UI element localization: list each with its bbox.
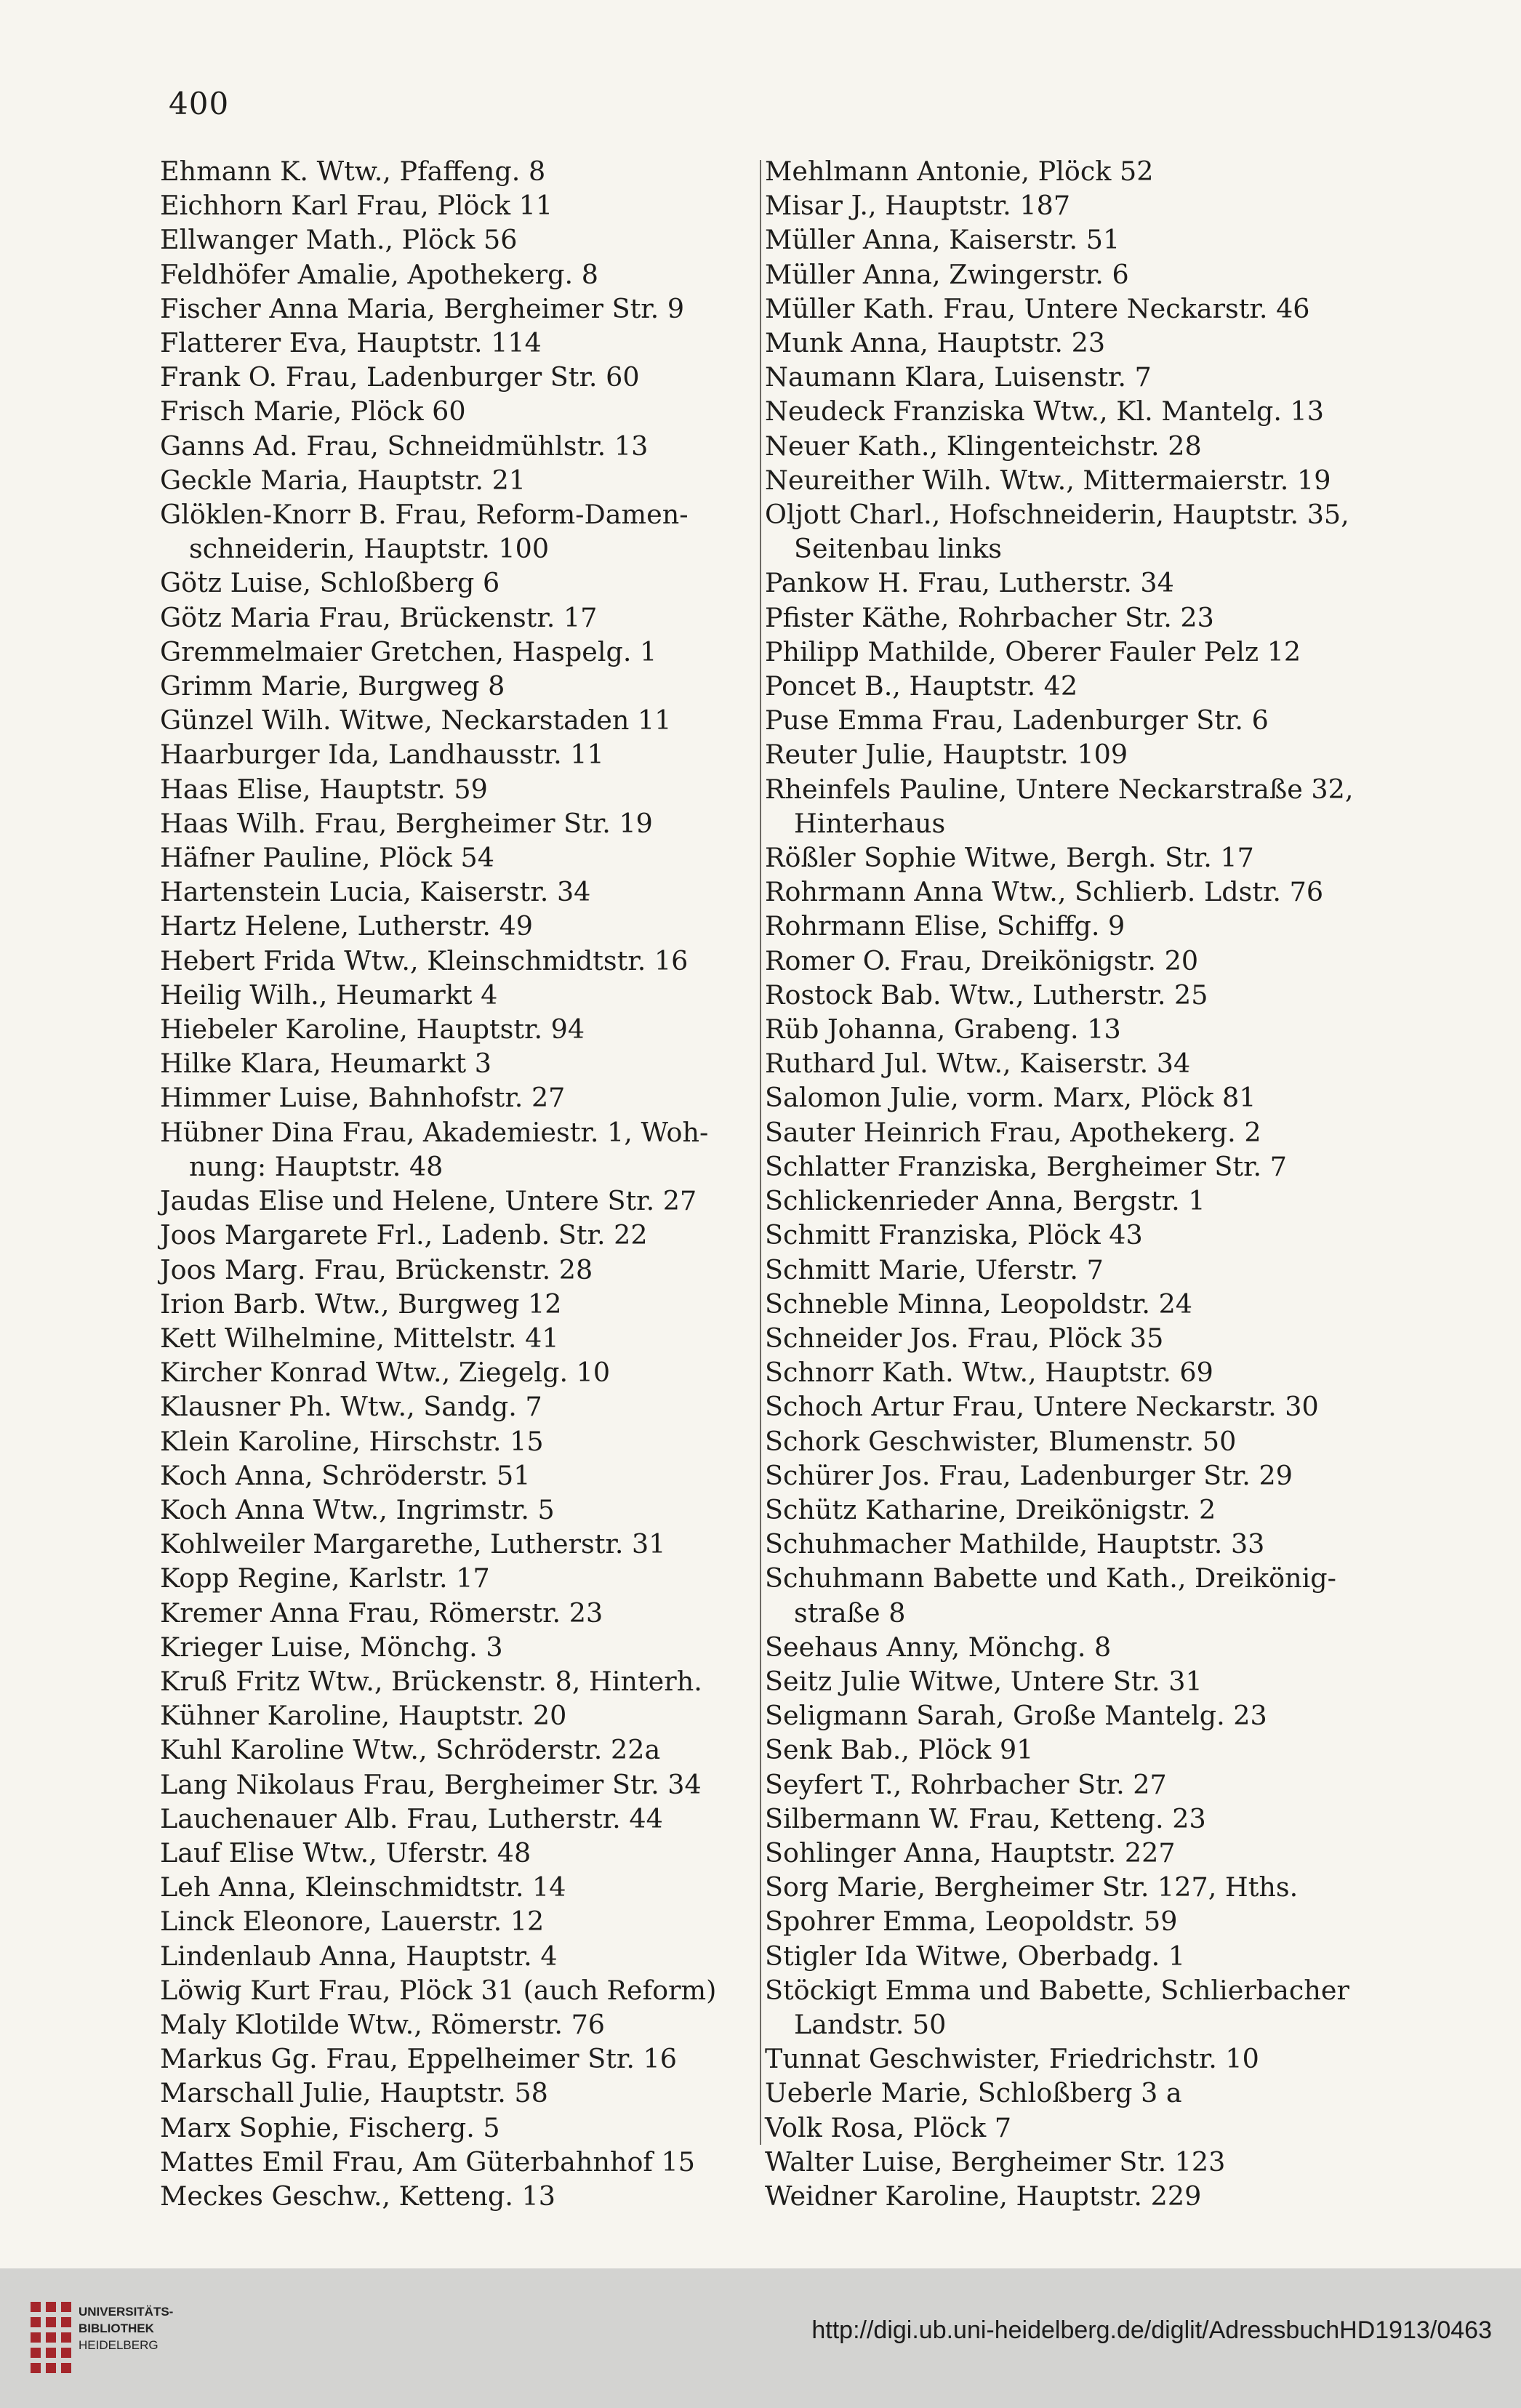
directory-entry — [160, 1630, 756, 1664]
entry-text: Müller Kath. Frau, Untere Neckarstr. 46 — [765, 292, 1310, 324]
entry-text: Schürer Jos. Frau, Ladenburger Str. 29 — [765, 1459, 1293, 1491]
entry-text: Lauf Elise Wtw., Uferstr. 48 — [160, 1837, 531, 1869]
entry-text: Meckes Geschw., Ketteng. 13 — [160, 2180, 555, 2212]
entry-text: Schlatter Franziska, Bergheimer Str. 7 — [765, 1150, 1287, 1182]
entry-text: Götz Luise, Schloßberg 6 — [160, 567, 500, 599]
entry-text: Linck Eleonore, Lauerstr. 12 — [160, 1906, 545, 1938]
directory-entry — [160, 1561, 756, 1595]
directory-entry — [765, 1389, 1368, 1424]
directory-entry — [160, 669, 756, 703]
directory-entry — [160, 909, 756, 943]
directory-entry — [160, 978, 756, 1012]
directory-entry — [765, 737, 1368, 771]
directory-entry — [765, 154, 1368, 188]
directory-entry — [160, 2145, 756, 2179]
directory-entry — [765, 1115, 1368, 1149]
entry-text: Ganns Ad. Frau, Schneidmühlstr. 13 — [160, 430, 649, 462]
directory-entry — [160, 1664, 756, 1698]
entry-text: Schuhmacher Mathilde, Hauptstr. 33 — [765, 1528, 1265, 1560]
directory-entry — [765, 257, 1368, 292]
entry-text: Lang Nikolaus Frau, Bergheimer Str. 34 — [160, 1768, 702, 1800]
entry-text: Haas Wilh. Frau, Bergheimer Str. 19 — [160, 807, 653, 839]
directory-entry — [160, 1355, 756, 1389]
directory-entry — [160, 772, 756, 806]
entry-text: Ueberle Marie, Schloßberg 3 a — [765, 2077, 1182, 2109]
entry-text: Senk Bab., Plöck 91 — [765, 1734, 1034, 1766]
directory-entry — [160, 1698, 756, 1733]
left-column — [160, 154, 756, 2213]
entry-text: Hartenstein Lucia, Kaiserstr. 34 — [160, 876, 591, 908]
entry-text: Kett Wilhelmine, Mittelstr. 41 — [160, 1322, 559, 1354]
entry-text: Ehmann K. Wtw., Pfaffeng. 8 — [160, 156, 546, 187]
entry-text: Markus Gg. Frau, Eppelheimer Str. 16 — [160, 2043, 677, 2075]
directory-entry — [160, 944, 756, 978]
entry-text: Klausner Ph. Wtw., Sandg. 7 — [160, 1391, 542, 1423]
library-logo — [31, 2299, 183, 2379]
entry-text: Joos Margarete Frl., Ladenb. Str. 22 — [160, 1219, 648, 1251]
entry-text: Poncet B., Hauptstr. 42 — [765, 670, 1078, 702]
directory-entry — [765, 909, 1368, 943]
entry-text: Krieger Luise, Mönchg. 3 — [160, 1631, 503, 1663]
directory-entry — [765, 1630, 1368, 1664]
directory-entry — [765, 772, 1368, 840]
directory-entry — [160, 703, 756, 737]
directory-entry — [765, 944, 1368, 978]
directory-entry — [160, 1046, 756, 1080]
entry-text: Salomon Julie, vorm. Marx, Plöck 81 — [765, 1082, 1256, 1114]
entry-text: Schneble Minna, Leopoldstr. 24 — [765, 1288, 1193, 1320]
directory-entry — [160, 1767, 756, 1802]
entry-text: Hiebeler Karoline, Hauptstr. 94 — [160, 1014, 585, 1046]
directory-entry — [160, 1218, 756, 1252]
directory-entry — [765, 1904, 1368, 1938]
directory-entry — [765, 1184, 1368, 1218]
directory-entry — [160, 1012, 756, 1046]
directory-entry — [160, 2076, 756, 2110]
directory-entry — [160, 394, 756, 428]
entry-text: Himmer Luise, Bahnhofstr. 27 — [160, 1082, 566, 1114]
directory-entry — [160, 1802, 756, 1836]
directory-entry — [160, 635, 756, 669]
entry-text: Rohrmann Elise, Schiffg. 9 — [765, 910, 1125, 942]
entry-text: Kohlweiler Margarethe, Lutherstr. 31 — [160, 1528, 666, 1560]
entry-text: Haas Elise, Hauptstr. 59 — [160, 773, 488, 805]
entry-continuation: Hinterhaus — [794, 807, 946, 839]
directory-entry — [160, 737, 756, 771]
entry-continuation: Seitenbau links — [794, 533, 1002, 565]
entry-text: Mehlmann Antonie, Plöck 52 — [765, 156, 1154, 187]
directory-entry — [160, 806, 756, 840]
directory-entry — [765, 875, 1368, 909]
directory-entry — [160, 1870, 756, 1904]
entry-text: Klein Karoline, Hirschstr. 15 — [160, 1425, 544, 1457]
entry-text: Pankow H. Frau, Lutherstr. 34 — [765, 567, 1174, 599]
directory-entry — [765, 669, 1368, 703]
directory-entry — [160, 840, 756, 875]
entry-text: Günzel Wilh. Witwe, Neckarstaden 11 — [160, 705, 672, 737]
directory-entry — [160, 1939, 756, 1973]
entry-text: Misar J., Hauptstr. 187 — [765, 190, 1071, 222]
entry-text: Silbermann W. Frau, Ketteng. 23 — [765, 1802, 1206, 1834]
source-url-link[interactable]: http://digi.ub.uni-heidelberg.de/diglit/AdressbuchHD1913/0463 — [811, 2316, 1492, 2344]
directory-entry — [160, 1904, 756, 1938]
directory-entry — [160, 360, 756, 394]
directory-entry — [765, 429, 1368, 463]
library-name-line-2: BIBLIOTHEK — [79, 2321, 154, 2335]
directory-entry — [765, 1321, 1368, 1355]
entry-text: Romer O. Frau, Dreikönigstr. 20 — [765, 944, 1199, 976]
entry-text: Kuhl Karoline Wtw., Schröderstr. 22a — [160, 1734, 661, 1766]
directory-entry — [160, 1836, 756, 1870]
footer-bar — [0, 2268, 1521, 2408]
entry-text: Naumann Klara, Luisenstr. 7 — [765, 361, 1152, 393]
entry-text: Weidner Karoline, Hauptstr. 229 — [765, 2180, 1202, 2212]
entry-text: Neureither Wilh. Wtw., Mittermaierstr. 19 — [765, 464, 1331, 496]
directory-entry — [765, 978, 1368, 1012]
directory-entry — [160, 1115, 756, 1184]
column-divider — [760, 160, 761, 2145]
entry-text: Spohrer Emma, Leopoldstr. 59 — [765, 1906, 1178, 1938]
entry-text: Löwig Kurt Frau, Plöck 31 (auch Reform) — [160, 1974, 717, 2006]
entry-text: Kruß Fritz Wtw., Brückenstr. 8, Hinterh. — [160, 1665, 702, 1697]
directory-entry — [160, 1389, 756, 1424]
directory-entry — [160, 1321, 756, 1355]
entry-text: Mattes Emil Frau, Am Güterbahnhof 15 — [160, 2146, 695, 2178]
directory-entry — [160, 2007, 756, 2042]
entry-text: Volk Rosa, Plöck 7 — [765, 2111, 1012, 2143]
directory-entry — [160, 1493, 756, 1527]
directory-entry — [765, 1664, 1368, 1698]
entry-continuation: nung: Hauptstr. 48 — [189, 1150, 444, 1182]
directory-entry — [765, 1527, 1368, 1561]
directory-entry — [765, 2179, 1368, 2213]
entry-text: Sohlinger Anna, Hauptstr. 227 — [765, 1837, 1176, 1869]
entry-text: Hübner Dina Frau, Akademiestr. 1, Woh- — [160, 1116, 709, 1148]
directory-entry — [160, 1184, 756, 1218]
directory-entry — [765, 2145, 1368, 2179]
directory-entry — [160, 292, 756, 326]
directory-entry — [765, 1733, 1368, 1767]
entry-text: Rüb Johanna, Grabeng. 13 — [765, 1014, 1121, 1046]
directory-entry — [160, 326, 756, 360]
directory-entry — [765, 703, 1368, 737]
entry-text: Kircher Konrad Wtw., Ziegelg. 10 — [160, 1357, 611, 1389]
directory-entry — [160, 1080, 756, 1115]
entry-text: Schmitt Franziska, Plöck 43 — [765, 1219, 1143, 1251]
directory-entry — [765, 1870, 1368, 1904]
directory-entry — [160, 222, 756, 257]
directory-entry — [765, 394, 1368, 428]
entry-text: Jaudas Elise und Helene, Untere Str. 27 — [160, 1185, 697, 1217]
entry-text: Munk Anna, Hauptstr. 23 — [765, 327, 1106, 359]
directory-entry — [160, 154, 756, 188]
entry-text: Lindenlaub Anna, Hauptstr. 4 — [160, 1940, 558, 1972]
entry-text: Götz Maria Frau, Brückenstr. 17 — [160, 601, 598, 633]
directory-entry — [160, 1733, 756, 1767]
directory-entry — [160, 601, 756, 635]
entry-text: Sauter Heinrich Frau, Apothekerg. 2 — [765, 1116, 1261, 1148]
entry-text: Schoch Artur Frau, Untere Neckarstr. 30 — [765, 1391, 1319, 1423]
directory-entry — [160, 1287, 756, 1321]
directory-entry — [765, 1493, 1368, 1527]
directory-entry — [160, 1973, 756, 2007]
entry-text: Eichhorn Karl Frau, Plöck 11 — [160, 190, 553, 222]
entry-text: Seitz Julie Witwe, Untere Str. 31 — [765, 1665, 1203, 1697]
entry-text: Kopp Regine, Karlstr. 17 — [160, 1562, 490, 1594]
entry-text: Fischer Anna Maria, Bergheimer Str. 9 — [160, 292, 685, 324]
directory-entry — [160, 2179, 756, 2213]
directory-entry — [765, 1287, 1368, 1321]
entry-text: Schneider Jos. Frau, Plöck 35 — [765, 1322, 1164, 1354]
entry-text: Koch Anna Wtw., Ingrimstr. 5 — [160, 1493, 555, 1525]
entry-text: Seyfert T., Rohrbacher Str. 27 — [765, 1768, 1167, 1800]
directory-entry — [765, 566, 1368, 600]
directory-entry — [160, 429, 756, 463]
entry-text: Heilig Wilh., Heumarkt 4 — [160, 979, 498, 1011]
directory-entry — [765, 1698, 1368, 1733]
directory-entry — [765, 1458, 1368, 1493]
entry-text: Kremer Anna Frau, Römerstr. 23 — [160, 1597, 603, 1629]
directory-entry — [765, 497, 1368, 566]
directory-entry — [765, 840, 1368, 875]
entry-text: Gremmelmaier Gretchen, Haspelg. 1 — [160, 635, 657, 667]
entry-text: Seligmann Sarah, Große Mantelg. 23 — [765, 1700, 1267, 1732]
directory-entry — [160, 1424, 756, 1458]
entry-text: Joos Marg. Frau, Brückenstr. 28 — [160, 1253, 593, 1285]
directory-entry — [765, 601, 1368, 635]
directory-entry — [160, 566, 756, 600]
directory-entry — [765, 1012, 1368, 1046]
directory-entry — [160, 497, 756, 566]
directory-entry — [765, 2042, 1368, 2076]
directory-entry — [160, 875, 756, 909]
entry-text: Ruthard Jul. Wtw., Kaiserstr. 34 — [765, 1048, 1191, 1080]
directory-entry — [765, 635, 1368, 669]
entry-text: Schnorr Kath. Wtw., Hauptstr. 69 — [765, 1357, 1213, 1389]
entry-text: Leh Anna, Kleinschmidtstr. 14 — [160, 1871, 566, 1903]
entry-continuation: schneiderin, Hauptstr. 100 — [189, 533, 550, 565]
entry-text: Häfner Pauline, Plöck 54 — [160, 842, 494, 874]
directory-entry — [160, 188, 756, 222]
entry-text: Glöklen-Knorr B. Frau, Reform-Damen- — [160, 499, 689, 531]
library-logo-icon — [31, 2302, 71, 2377]
directory-entry — [765, 1218, 1368, 1252]
directory-entry — [765, 1836, 1368, 1870]
directory-entry — [765, 1355, 1368, 1389]
directory-entry — [765, 1080, 1368, 1115]
entry-text: Frank O. Frau, Ladenburger Str. 60 — [160, 361, 640, 393]
entry-text: Hartz Helene, Lutherstr. 49 — [160, 910, 534, 942]
directory-entry — [765, 1802, 1368, 1836]
entry-text: Grimm Marie, Burgweg 8 — [160, 670, 505, 702]
entry-text: Schmitt Marie, Uferstr. 7 — [765, 1253, 1104, 1285]
directory-entry — [765, 1253, 1368, 1287]
directory-entry — [160, 1253, 756, 1287]
entry-text: Flatterer Eva, Hauptstr. 114 — [160, 327, 542, 359]
entry-text: Walter Luise, Bergheimer Str. 123 — [765, 2146, 1226, 2178]
directory-entry — [160, 1458, 756, 1493]
directory-entry — [160, 1596, 756, 1630]
entry-text: Sorg Marie, Bergheimer Str. 127, Hths. — [765, 1871, 1299, 1903]
entry-text: Schuhmann Babette und Kath., Dreikönig- — [765, 1562, 1336, 1594]
entry-text: Neuer Kath., Klingenteichstr. 28 — [765, 430, 1202, 462]
entry-text: Hilke Klara, Heumarkt 3 — [160, 1048, 491, 1080]
entry-text: Kühner Karoline, Hauptstr. 20 — [160, 1700, 567, 1732]
directory-entry — [160, 257, 756, 292]
entry-text: Rohrmann Anna Wtw., Schlierb. Ldstr. 76 — [765, 876, 1324, 908]
entry-text: Lauchenauer Alb. Frau, Lutherstr. 44 — [160, 1802, 663, 1834]
entry-text: Müller Anna, Kaiserstr. 51 — [765, 224, 1120, 256]
entry-text: Neudeck Franziska Wtw., Kl. Mantelg. 13 — [765, 396, 1324, 428]
entry-text: Schork Geschwister, Blumenstr. 50 — [765, 1425, 1237, 1457]
entry-text: Stigler Ida Witwe, Oberbadg. 1 — [765, 1940, 1186, 1972]
page-number: 400 — [169, 86, 230, 121]
directory-entry — [160, 1527, 756, 1561]
entry-continuation: straße 8 — [794, 1597, 906, 1629]
entry-text: Irion Barb. Wtw., Burgweg 12 — [160, 1288, 562, 1320]
entry-text: Frisch Marie, Plöck 60 — [160, 396, 466, 428]
entry-text: Maly Klotilde Wtw., Römerstr. 76 — [160, 2008, 606, 2040]
entry-text: Rostock Bab. Wtw., Lutherstr. 25 — [765, 979, 1208, 1011]
entry-text: Reuter Julie, Hauptstr. 109 — [765, 739, 1128, 771]
directory-entry — [160, 2111, 756, 2145]
right-column — [765, 154, 1368, 2213]
entry-text: Stöckigt Emma und Babette, Schlierbacher — [765, 1974, 1349, 2006]
directory-entry — [765, 1939, 1368, 1973]
entry-text: Oljott Charl., Hofschneiderin, Hauptstr. 35, — [765, 499, 1349, 531]
entry-text: Schütz Katharine, Dreikönigstr. 2 — [765, 1493, 1216, 1525]
entry-text: Müller Anna, Zwingerstr. 6 — [765, 258, 1129, 290]
entry-text: Tunnat Geschwister, Friedrichstr. 10 — [765, 2043, 1259, 2075]
directory-entry — [765, 188, 1368, 222]
entry-text: Puse Emma Frau, Ladenburger Str. 6 — [765, 705, 1269, 737]
directory-entry — [765, 1561, 1368, 1629]
entry-text: Hebert Frida Wtw., Kleinschmidtstr. 16 — [160, 944, 689, 976]
directory-entry — [765, 2076, 1368, 2110]
entry-text: Rößler Sophie Witwe, Bergh. Str. 17 — [765, 842, 1254, 874]
entry-text: Seehaus Anny, Mönchg. 8 — [765, 1631, 1112, 1663]
directory-entry — [765, 1149, 1368, 1184]
entry-text: Haarburger Ida, Landhausstr. 11 — [160, 739, 604, 771]
directory-entry — [765, 1424, 1368, 1458]
directory-entry — [160, 2042, 756, 2076]
directory-entry — [765, 1973, 1368, 2042]
entry-text: Pfister Käthe, Rohrbacher Str. 23 — [765, 601, 1214, 633]
entry-continuation: Landstr. 50 — [794, 2008, 947, 2040]
entry-text: Feldhöfer Amalie, Apothekerg. 8 — [160, 258, 598, 290]
directory-entry — [765, 360, 1368, 394]
directory-entry — [765, 2111, 1368, 2145]
directory-entry — [765, 222, 1368, 257]
directory-entry — [765, 1046, 1368, 1080]
directory-entry — [765, 463, 1368, 497]
entry-text: Schlickenrieder Anna, Bergstr. 1 — [765, 1185, 1205, 1217]
library-name-line-3: HEIDELBERG — [79, 2338, 158, 2352]
library-name — [79, 2303, 173, 2353]
entry-text: Marx Sophie, Fischerg. 5 — [160, 2111, 500, 2143]
library-name-line-1: UNIVERSITÄTS- — [79, 2305, 174, 2319]
directory-entry — [765, 326, 1368, 360]
entry-text: Ellwanger Math., Plöck 56 — [160, 224, 518, 256]
entry-text: Philipp Mathilde, Oberer Fauler Pelz 12 — [765, 635, 1301, 667]
entry-text: Geckle Maria, Hauptstr. 21 — [160, 464, 526, 496]
entry-text: Koch Anna, Schröderstr. 51 — [160, 1459, 531, 1491]
directory-entry — [160, 463, 756, 497]
directory-entry — [765, 292, 1368, 326]
entry-text: Marschall Julie, Hauptstr. 58 — [160, 2077, 548, 2109]
directory-entry — [765, 1767, 1368, 1802]
entry-text: Rheinfels Pauline, Untere Neckarstraße 32, — [765, 773, 1354, 805]
